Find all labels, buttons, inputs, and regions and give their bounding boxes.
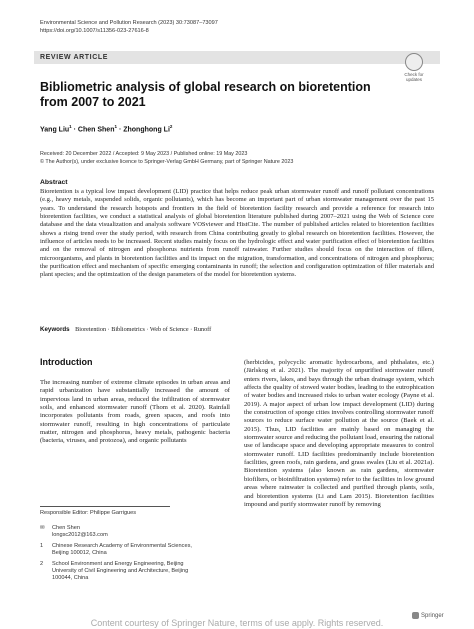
- affiliation-number: 2: [40, 561, 44, 567]
- affiliation-line: Beijing 100012, China: [52, 550, 107, 556]
- author-affiliation: 1: [69, 124, 72, 129]
- check-for-updates[interactable]: [396, 53, 432, 82]
- affiliation-2: [40, 561, 230, 582]
- corresponding-email[interactable]: longsc2012@163.com: [52, 532, 108, 538]
- keywords-label: Keywords: [40, 326, 70, 333]
- article-type-banner: REVIEW ARTICLE: [34, 51, 440, 64]
- author-affiliation: 2: [169, 124, 173, 129]
- affiliation-line: 100044, China: [52, 575, 89, 581]
- affiliation-number: 1: [40, 543, 44, 549]
- publisher-name: Springer: [421, 612, 444, 619]
- article-title: Bibliometric analysis of global research on bioretention from 2007 to 2021: [40, 80, 371, 109]
- check-updates-icon: [405, 53, 423, 71]
- copyright-notice: © The Author(s), under exclusive licence to Springer-Verlag GmbH Germany, part of Springer Nature 2023: [40, 158, 294, 165]
- author-list: Yang Liu$^1$ · Chen Shen$^1$ · Zhonghong Li$^2$: [40, 124, 173, 134]
- abstract-heading: Abstract: [40, 179, 68, 186]
- correspondence-block: [40, 525, 230, 586]
- responsible-editor: Responsible Editor: Philippe Garrigues: [40, 510, 137, 516]
- introduction-text-right: (herbicides, polycyclic aromatic hydrocarbons, and phthalates, etc.) (Järlskog et al. 2021). The majority of unpurified stormwater runoff enters rivers, lakes, and bays through the urban drainage system, which affects the quality of stowed water bodies, leading to the eutrophication of water bodies and increased risks to urban water ecology (Payne et al. 2019). A major aspect of urban low impact development (LID) during the construction of sponge cities involves controlling stormwater runoff sources to reduce surface water pollution at the source (Baek et al. 2015). Thus, LID facilities are mainly based on managing the stormwater source and reducing the pollutant load, ensuring the rational use of landscape space and developing appropriate measures to control stormwater runoff. LID facilities predominantly include bioretention facilities, green roofs, rain gardens, and grass swales (Liu et al. 2021a). Bioretention systems (also known as rain gardens, stormwater biofilters, or bioinfiltration systems) refer to the facilities in low ground areas where rainwater is collected and purified through plants, soils, and bioretention systems (Li and Lam 2015). Bioretention facilities impound and purify stormwater runoff by removing: [244, 359, 434, 508]
- introduction-text-left: The increasing number of extreme climate episodes in urban areas and rapid urbanization have substantially increased the amount of impervious land in urban areas, reduced the infiltration of stormwater soils, and enhanced stormwater runoff (Thom et al. 2020). Rainfall incorporates pollutants from roads, green spaces, and roofs into stormwater runoff, resulting in high concentrations of particulate matter, nitrogen and phosphorus, heavy metals, pathogenic bacteria (bacteria, viruses, and protozoa), and organic pollutants: [40, 379, 230, 445]
- keywords-list: Bioretention · Bibliometrics · Web of Science · Runoff: [75, 326, 212, 333]
- affiliation-line: School Environment and Energy Engineering, Beijing: [52, 561, 184, 567]
- author-name[interactable]: Yang Liu: [40, 126, 70, 134]
- keywords: [40, 326, 211, 333]
- author-affiliation: 1: [114, 124, 117, 129]
- author-name[interactable]: Chen Shen: [77, 126, 115, 134]
- author-name[interactable]: Zhonghong Li: [123, 126, 170, 134]
- footer-notice: Content courtesy of Springer Nature, terms of use apply. Rights reserved.: [90, 618, 384, 628]
- footnote-divider: [40, 506, 170, 507]
- check-updates-label: Check for updates: [404, 72, 424, 82]
- article-dates: [40, 151, 293, 166]
- affiliation-1: [40, 543, 230, 557]
- affiliation-line: University of Civil Engineering and Architecture, Beijing: [52, 568, 189, 574]
- publication-dates: Received: 20 December 2022 / Accepted: 9 May 2023 / Published online: 19 May 2023: [40, 151, 248, 157]
- affiliation-line: Chinese Research Academy of Environmental Sciences,: [52, 543, 192, 549]
- journal-citation: Environmental Science and Pollution Research (2023) 30:73087–73097: [40, 20, 218, 26]
- doi-link[interactable]: https://doi.org/10.1007/s11356-023-27616-8: [40, 28, 149, 34]
- corresponding-name: Chen Shen: [52, 525, 80, 531]
- journal-header: [40, 19, 218, 35]
- envelope-icon: ✉: [40, 525, 45, 531]
- introduction-heading: Introduction: [40, 357, 93, 367]
- corresponding-author: [40, 525, 230, 539]
- abstract-text: Bioretention is a typical low impact development (LID) practice that helps reduce peak urban stormwater runoff and runoff pollutant concentrations (e.g., heavy metals, suspended solids, organic pollutants), which has become an important part of urban stormwater management over the past 15 years. To understand the research hotspots and frontiers in the field of bioretention facility research and provide a reference for research into bioretention facilities, we conduct a statistical analysis of global bioretention literature published during 2007–2021 using the Web of Science core database and the data visualization and analysis software VOSviewer and HistCite. The number of published articles related to bioretention facilities shows a rising trend over the study period, with research from China contributing greatly to global research on bioretention facilities. However, the influence of articles needs to be increased. Recent studies mainly focus on the hydrologic effect and water purification effect of bioretention facilities and on the removal of nitrogen and phosphorus nutrients from runoff rainwater. Further studies should focus on the interaction of fillers, microorganisms, and plants in bioretention facilities and its impact on the migration, transformation, and concentrations of nitrogen and phosphorus; the purification effect and mechanism of specific emerging contaminants in runoff; the selection and configuration optimization of filler materials and plant species; and the optimization of the design parameters of the model for bioretention systems.: [40, 188, 434, 279]
